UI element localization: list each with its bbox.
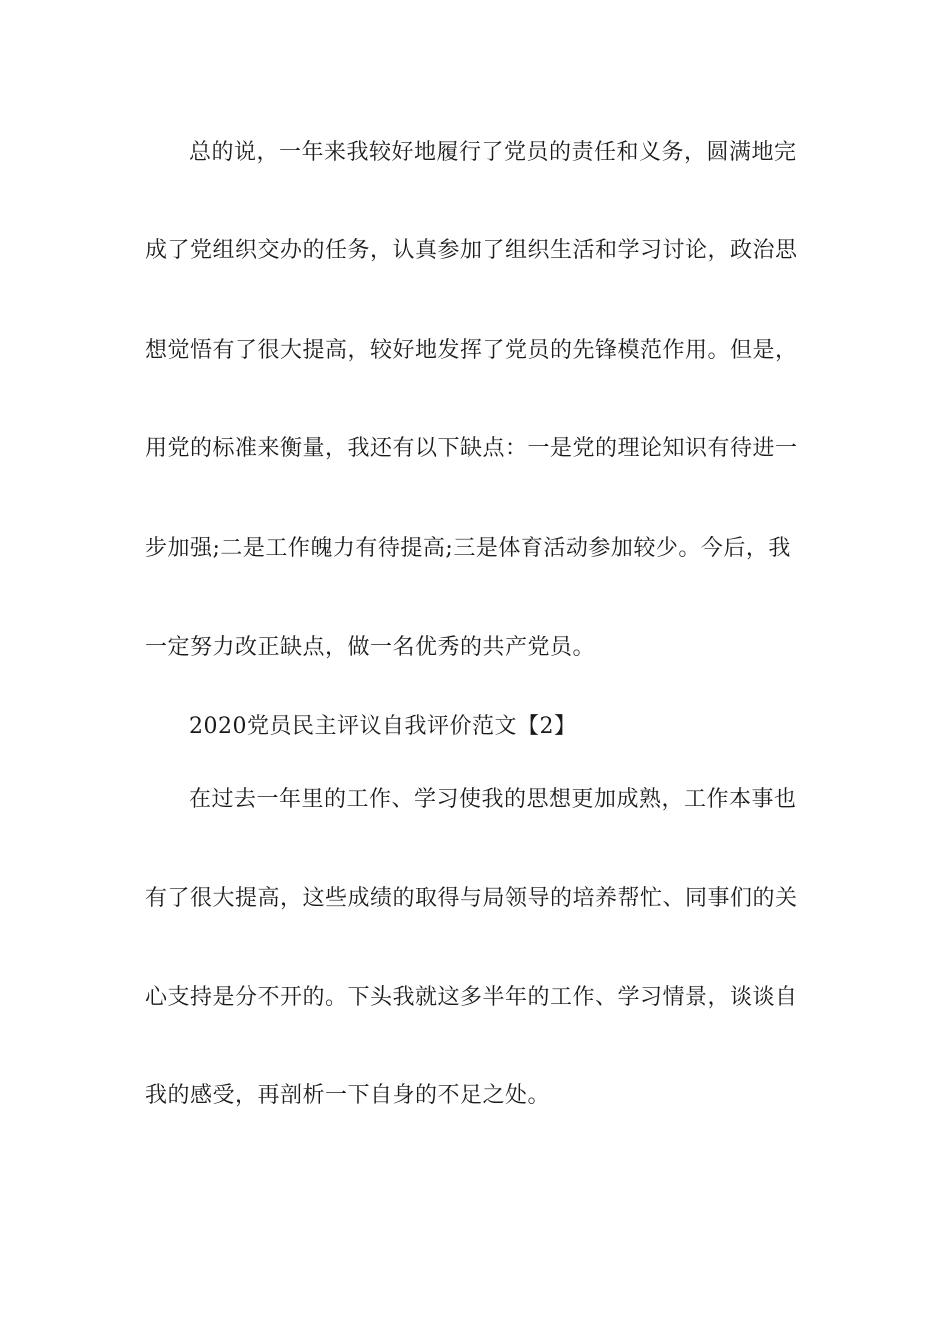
paragraph-1-line-6: 一定努力改正缺点，做一名优秀的共产党员。 xyxy=(145,635,596,660)
paragraph-2-line-2: 有了很大提高，这些成绩的取得与局领导的培养帮忙、同事们的关 xyxy=(145,886,798,911)
paragraph-2-line-4: 我的感受，再剖析一下自身的不足之处。 xyxy=(145,1083,551,1108)
paragraph-2-line-1: 在过去一年里的工作、学习使我的思想更加成熟，工作本事也 xyxy=(189,787,797,812)
paragraph-1-line-4: 用党的标准来衡量，我还有以下缺点：一是党的理论知识有待进一 xyxy=(145,436,798,461)
section-heading: 2020党员民主评议自我评价范文【2】 xyxy=(189,714,577,739)
paragraph-1-line-1: 总的说，一年来我较好地履行了党员的责任和义务，圆满地完 xyxy=(189,140,797,165)
paragraph-1-line-5: 步加强;二是工作魄力有待提高;三是体育活动参加较少。今后，我 xyxy=(145,536,791,561)
paragraph-1-line-3: 想觉悟有了很大提高，较好地发挥了党员的先锋模范作用。但是， xyxy=(145,338,798,363)
paragraph-2-line-3: 心支持是分不开的。下头我就这多半年的工作、学习情景，谈谈自 xyxy=(145,985,798,1010)
paragraph-1-line-2: 成了党组织交办的任务，认真参加了组织生活和学习讨论，政治思 xyxy=(145,238,798,263)
